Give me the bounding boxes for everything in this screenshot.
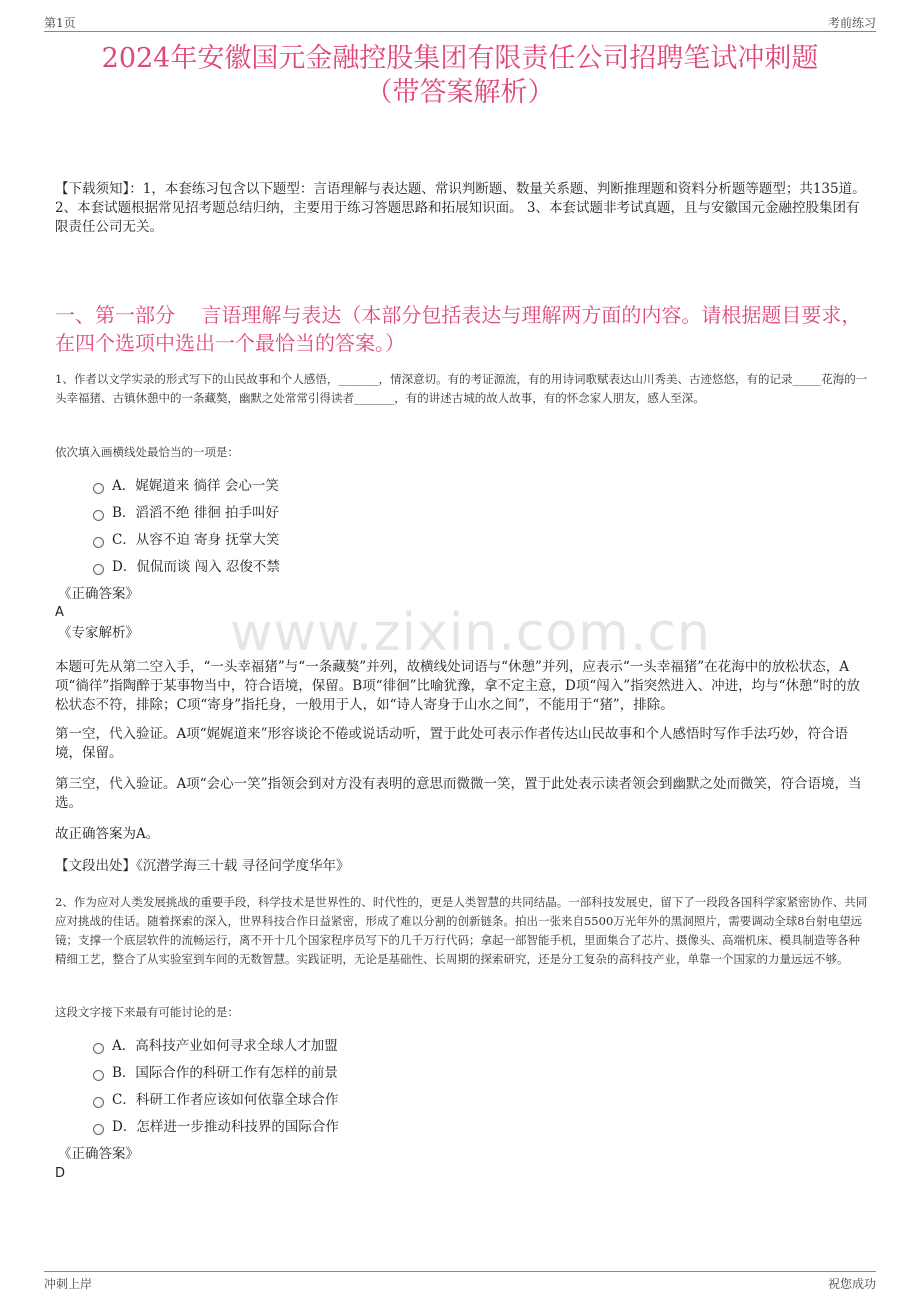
document-title — [40, 42, 880, 110]
question-1-source: 【文段出处】《沉潜学海三十载 寻径问学度华年》 — [55, 858, 350, 874]
question-2-option-d[interactable] — [93, 1117, 339, 1137]
title-line-1: 2024年安徽国元金融控股集团有限责任公司招聘笔试冲刺题 — [101, 43, 819, 74]
header-tag: 考前练习 — [827, 16, 876, 30]
question-2-option-a[interactable] — [93, 1036, 338, 1056]
footer-right: 祝您成功 — [827, 1277, 876, 1291]
option-label: A．高科技产业如何寻求全球人才加盟 — [112, 1038, 338, 1054]
watermark: www.zixin.com.cn — [230, 603, 711, 663]
option-label: D．侃侃而谈 闯入 忍俊不禁 — [112, 559, 280, 575]
download-notice: 【下载须知】：1，本套练习包含以下题型：言语理解与表达题、常识判断题、数量关系题、判断推理题和资料分析题等题型；共135道。 2、本套试题根据常见招考题总结归纳，主要用于练习答题思路和拓展知识面。 3、本套试题非考试真题，且与安徽国元金融控股集团有限责任公司无关。 — [55, 181, 866, 235]
question-2-option-c[interactable] — [93, 1090, 338, 1110]
question-1-option-a[interactable] — [93, 476, 279, 496]
question-1-option-d[interactable] — [93, 557, 280, 577]
question-1-answer: A — [55, 605, 64, 620]
radio-icon[interactable] — [93, 1070, 104, 1081]
option-label: C．从容不迫 寄身 抚掌大笑 — [112, 532, 280, 548]
section-heading: 一、第一部分 言语理解与表达（本部分包括表达与理解两方面的内容。请根据题目要求，在四个选项中选出一个最恰当的答案。） — [55, 303, 862, 355]
question-1-option-b[interactable] — [93, 503, 279, 523]
question-1-prompt: 依次填入画横线处最恰当的一项是： — [55, 445, 239, 459]
radio-icon[interactable] — [93, 1124, 104, 1135]
question-2-answer: D — [55, 1166, 66, 1181]
question-1-option-c[interactable] — [93, 530, 279, 550]
footer-left: 冲刺上岸 — [44, 1277, 93, 1291]
question-1-analysis-paragraph: 本题可先从第二空入手，“一头幸福猪”与“一条藏獒”并列，故横线处词语与“休憩”并列，应表示“一头幸福猪”在花海中的放松状态，A项“徜徉”指陶醉于某事物当中，符合语境，保留。B项“徘徊”比喻犹豫，拿不定主意，D项“闯入”指突然进入、冲进，均与“休憩”时的放松状态不符，排除；C项“寄身”指托身，一般用于人，如“诗人寄身于山水之间”，不能用于“猪”，排除。 — [55, 659, 860, 713]
radio-icon[interactable] — [93, 510, 104, 521]
page-header — [44, 12, 876, 32]
option-label: B．国际合作的科研工作有怎样的前景 — [112, 1065, 338, 1081]
option-label: C．科研工作者应该如何依靠全球合作 — [112, 1092, 339, 1108]
question-2-answer-label: 《正确答案》 — [58, 1146, 139, 1162]
question-1-analysis-paragraph: 第三空，代入验证。A项“会心一笑”指领会到对方没有表明的意思而微微一笑，置于此处表示读者领会到幽默之处而微笑，符合语境，当选。 — [55, 776, 862, 811]
title-line-2: （带答案解析） — [365, 77, 555, 108]
radio-icon[interactable] — [93, 1097, 104, 1108]
question-1-analysis-label: 《专家解析》 — [58, 625, 139, 641]
question-2-stem: 2、作为应对人类发展挑战的重要手段，科学技术是世界性的、时代性的，更是人类智慧的共同结晶。一部科技发展史，留下了一段段各国科学家紧密协作、共同应对挑战的佳话。随着探索的深入，世界科技合作日益紧密，形成了难以分割的创新链条。拍出一张来自5500万光年外的黑洞照片，需要调动全球8台射电望远镜；支撑一个底层软件的流畅运行，离不开十几个国家程序员写下的几千万行代码；拿起一部智能手机，里面集合了芯片、摄像头、高端机床、模具制造等各种精细工艺，整合了从实验室到车间的无数智慧。实践证明，无论是基础性、长周期的探索研究，还是分工复杂的高科技产业，单靠一个国家的力量远远不够。 — [55, 895, 868, 966]
option-label: B．滔滔不绝 徘徊 拍手叫好 — [112, 505, 280, 521]
question-1-answer-label: 《正确答案》 — [58, 586, 139, 602]
question-2-option-b[interactable] — [93, 1063, 338, 1083]
question-1-stem: 1、作者以文学实录的形式写下的山民故事和个人感悟，_______，情深意切。有的考证源流，有的用诗词歌赋表达山川秀美、古迹悠悠，有的记录_____花海的一头幸福猪、古镇休憩中的一条藏獒，幽默之处常常引得读者_______，有的讲述古城的故人故事，有的怀念家人朋友，感人至深。 — [55, 372, 868, 405]
radio-icon[interactable] — [93, 537, 104, 548]
radio-icon[interactable] — [93, 483, 104, 494]
question-1-analysis-conclusion: 故正确答案为A。 — [55, 826, 160, 842]
radio-icon[interactable] — [93, 564, 104, 575]
option-label: D．怎样进一步推动科技界的国际合作 — [112, 1119, 339, 1135]
page-footer — [44, 1271, 876, 1293]
option-label: A．娓娓道来 徜徉 会心一笑 — [112, 478, 279, 494]
page-number: 第1页 — [44, 16, 76, 30]
radio-icon[interactable] — [93, 1043, 104, 1054]
question-2-prompt: 这段文字接下来最有可能讨论的是： — [55, 1005, 239, 1019]
question-1-analysis-paragraph: 第一空，代入验证。A项“娓娓道来”形容谈论不倦或说话动听，置于此处可表示作者传达山民故事和个人感悟时写作手法巧妙，符合语境，保留。 — [55, 726, 849, 761]
